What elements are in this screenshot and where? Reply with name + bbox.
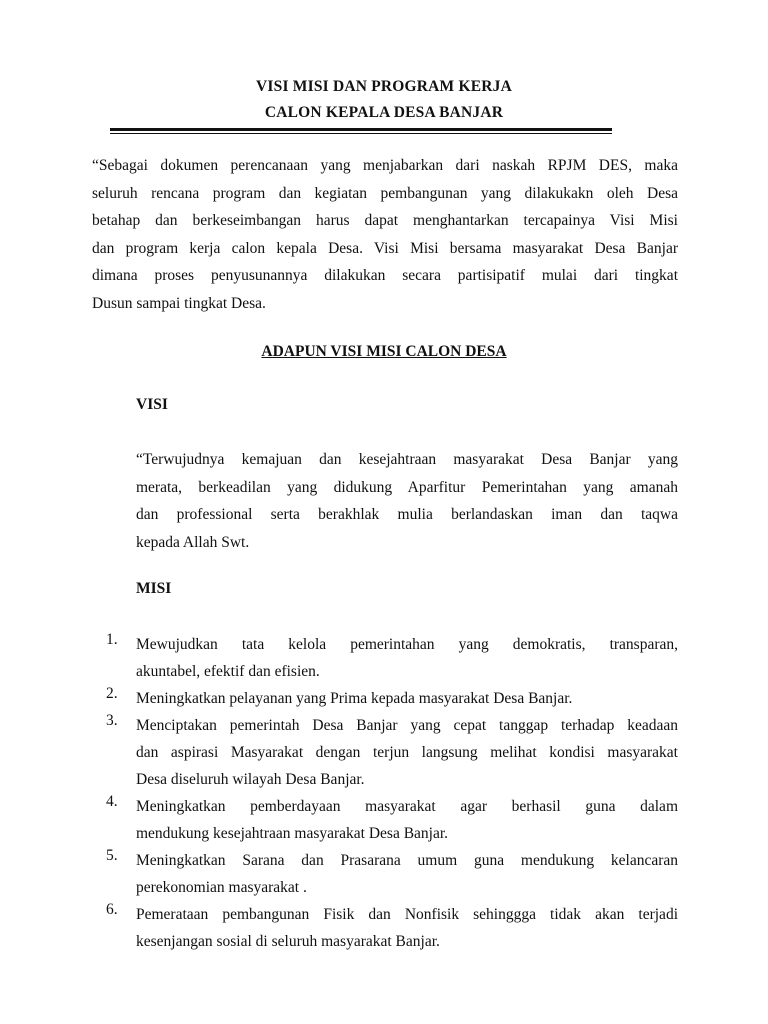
misi-item-number: 1. (106, 631, 118, 648)
section-heading: ADAPUN VISI MISI CALON DESA (261, 343, 507, 360)
misi-item-6 (106, 901, 678, 955)
misi-item-5 (106, 847, 678, 901)
misi-item-2 (106, 685, 678, 712)
misi-item-line: Meningkatkan Sarana dan Prasarana umum guna mendukung kelancaran (136, 852, 678, 869)
title-divider-thick (110, 128, 612, 131)
misi-item-line: perekonomian masyarakat . (136, 879, 307, 896)
visi-paragraph (136, 446, 678, 556)
intro-line: dan program kerja calon kepala Desa. Visi Misi bersama masyarakat Desa Banjar (92, 239, 678, 257)
misi-item-number: 6. (106, 901, 118, 918)
misi-item-line: dan aspirasi Masyarakat dengan terjun langsung melihat kondisi masyarakat (136, 744, 678, 761)
misi-item-line: Menciptakan pemerintah Desa Banjar yang cepat tanggap terhadap keadaan (136, 717, 678, 734)
intro-line: Dusun sampai tingkat Desa. (92, 294, 266, 312)
misi-item-line: Mewujudkan tata kelola pemerintahan yang demokratis, transparan, (136, 636, 678, 653)
misi-item-line: akuntabel, efektif dan efisien. (136, 663, 320, 680)
document-title-line2: CALON KEPALA DESA BANJAR (264, 104, 504, 121)
visi-line: merata, berkeadilan yang didukung Aparfitur Pemerintahan yang amanah (136, 478, 678, 496)
title-divider-thin (110, 133, 612, 134)
misi-item-number: 2. (106, 685, 118, 702)
document-title-line1: VISI MISI DAN PROGRAM KERJA (256, 78, 512, 95)
visi-line: “Terwujudnya kemajuan dan kesejahtraan masyarakat Desa Banjar yang (136, 451, 678, 468)
misi-item-line: Pemerataan pembangunan Fisik dan Nonfisik sehinggga tidak akan terjadi (136, 906, 678, 923)
misi-item-line: kesenjangan sosial di seluruh masyarakat Banjar. (136, 933, 440, 950)
misi-item-number: 4. (106, 793, 118, 810)
intro-line: seluruh rencana program dan kegiatan pembangunan yang dilakukakn oleh Desa (92, 184, 678, 202)
visi-line: kepada Allah Swt. (136, 533, 250, 551)
misi-heading: MISI (136, 580, 172, 597)
misi-item-3 (106, 712, 678, 793)
intro-line: “Sebagai dokumen perencanaan yang menjabarkan dari naskah RPJM DES, maka (92, 157, 678, 174)
misi-list (106, 631, 678, 955)
intro-line: dimana proses penyusunannya dilakukan secara partisipatif mulai dari tingkat (92, 267, 678, 284)
intro-line: betahap dan berkeseimbangan harus dapat menghantarkan tercapainya Visi Misi (92, 212, 678, 229)
visi-line: dan professional serta berakhlak mulia berlandaskan iman dan taqwa (136, 506, 678, 523)
misi-item-number: 5. (106, 847, 118, 864)
misi-item-1 (106, 631, 678, 685)
misi-item-line: mendukung kesejahtraan masyarakat Desa Banjar. (136, 825, 449, 842)
misi-item-line: Meningkatkan pemberdayaan masyarakat agar berhasil guna dalam (136, 798, 678, 815)
misi-item-line: Desa diseluruh wilayah Desa Banjar. (136, 771, 365, 788)
misi-item-line: Meningkatkan pelayanan yang Prima kepada masyarakat Desa Banjar. (136, 690, 573, 707)
misi-item-number: 3. (106, 712, 118, 729)
visi-heading: VISI (136, 396, 168, 413)
intro-paragraph (92, 152, 678, 317)
misi-item-4 (106, 793, 678, 847)
